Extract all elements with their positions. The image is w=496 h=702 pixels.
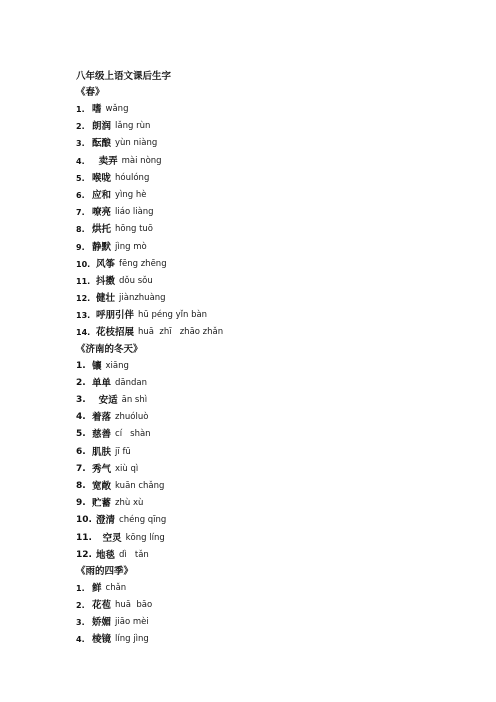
list-item — [76, 495, 476, 512]
item-word: 嗜 — [92, 104, 102, 115]
section-title-yu-de-siji: 《雨的四季》 — [76, 565, 134, 577]
item-number: 6. — [76, 190, 85, 200]
item-number: 6. — [76, 446, 86, 457]
item-word: 单单 — [92, 377, 112, 389]
item-word: 卖弄 — [92, 155, 118, 167]
item-word: 安适 — [92, 395, 118, 406]
item-pinyin: líng jìng — [115, 634, 149, 645]
item-number: 7. — [76, 208, 85, 218]
item-word: 花枝招展 — [96, 327, 135, 339]
item-pinyin: lǎng rùn — [115, 121, 151, 132]
list-item — [76, 256, 476, 273]
item-word: 镶 — [92, 360, 102, 372]
item-pinyin: yìng hè — [115, 189, 147, 200]
list-item — [76, 101, 476, 118]
item-number: 2. — [76, 122, 85, 132]
document-title: 八年级上语文课后生字 — [76, 71, 172, 82]
list-item — [76, 375, 476, 392]
item-number: 3. — [76, 139, 85, 149]
item-number: 9. — [76, 498, 86, 509]
item-number: 8. — [76, 225, 85, 235]
item-number: 4. — [76, 412, 86, 423]
item-number: 14. — [76, 328, 91, 338]
item-pinyin: huā zhī zhāo zhǎn — [138, 327, 224, 338]
item-word: 烘托 — [92, 224, 112, 236]
section-title-jinan: 《济南的冬天》 — [76, 343, 143, 355]
item-number: 1. — [76, 583, 85, 593]
list-item — [76, 221, 476, 238]
item-pinyin: cí shàn — [115, 429, 151, 440]
item-number: 9. — [76, 242, 85, 252]
list-item — [76, 153, 476, 170]
item-pinyin: mài nòng — [121, 155, 162, 166]
item-pinyin: kuān chǎng — [115, 480, 165, 491]
item-number: 4. — [76, 635, 85, 645]
item-pinyin: wǎng — [105, 104, 129, 114]
list-item — [76, 614, 476, 631]
section-title-chun: 《春》 — [76, 87, 105, 98]
list-item — [76, 547, 476, 564]
item-word: 风筝 — [96, 258, 116, 270]
list-item — [76, 426, 476, 443]
item-word: 呼朋引伴 — [96, 310, 135, 322]
item-pinyin: ān shì — [121, 395, 148, 405]
item-word: 鲜 — [92, 582, 102, 594]
document-page — [76, 69, 476, 649]
list-item — [76, 118, 476, 135]
item-number: 13. — [76, 311, 91, 321]
item-word: 肌肤 — [92, 446, 112, 458]
item-pinyin: zhuóluò — [115, 412, 149, 423]
list-item — [76, 580, 476, 597]
list-item — [76, 290, 476, 307]
list-item — [76, 392, 476, 409]
list-item — [76, 597, 476, 614]
list-item — [76, 170, 476, 187]
item-number: 1. — [76, 105, 85, 114]
item-word: 慈善 — [92, 429, 112, 441]
item-number: 12. — [76, 294, 91, 304]
item-pinyin: dǒu sǒu — [119, 275, 153, 286]
item-number: 5. — [76, 173, 85, 183]
list-item — [76, 273, 476, 290]
item-pinyin: hū péng yǐn bàn — [138, 310, 208, 321]
vocab-list-yu-de-siji — [76, 580, 476, 649]
list-item — [76, 135, 476, 152]
item-number: 5. — [76, 429, 86, 440]
list-item — [76, 444, 476, 461]
item-pinyin: kōng líng — [125, 532, 165, 543]
item-number: 1. — [76, 360, 86, 371]
list-item — [76, 307, 476, 324]
item-pinyin: huā bāo — [115, 600, 153, 611]
list-item — [76, 409, 476, 426]
item-pinyin: fēng zhēng — [119, 258, 167, 269]
item-word: 酝酿 — [92, 138, 112, 150]
item-word: 喉咙 — [92, 172, 112, 184]
item-pinyin: yùn niàng — [115, 138, 158, 149]
item-pinyin: jiāo mèi — [115, 617, 149, 628]
list-item — [76, 239, 476, 256]
item-pinyin: jī fū — [115, 446, 131, 457]
item-pinyin: xiù qì — [115, 463, 139, 474]
item-word: 朗润 — [92, 121, 112, 133]
item-pinyin: chǎn — [105, 582, 127, 593]
item-word: 花苞 — [92, 600, 112, 612]
list-item — [76, 631, 476, 648]
item-number: 3. — [76, 395, 86, 405]
item-number: 2. — [76, 377, 86, 388]
item-word: 秀气 — [92, 463, 112, 475]
item-pinyin: hōng tuō — [115, 224, 154, 235]
list-item — [76, 512, 476, 529]
item-word: 空灵 — [96, 532, 122, 544]
list-item — [76, 478, 476, 495]
item-word: 静默 — [92, 241, 112, 253]
item-number: 8. — [76, 480, 86, 491]
item-word: 宽敞 — [92, 480, 112, 492]
list-item — [76, 530, 476, 547]
list-item — [76, 461, 476, 478]
item-number: 7. — [76, 463, 86, 474]
vocab-list-chun — [76, 101, 476, 342]
item-pinyin: dì tǎn — [119, 549, 149, 560]
item-word: 地毯 — [96, 549, 116, 561]
list-item — [76, 204, 476, 221]
item-pinyin: xiāng — [105, 360, 129, 371]
item-pinyin: dāndan — [115, 377, 147, 388]
list-item — [76, 324, 476, 341]
item-pinyin: hóulóng — [115, 172, 150, 183]
item-word: 应和 — [92, 189, 112, 201]
item-number: 3. — [76, 618, 85, 628]
item-number: 10. — [76, 259, 91, 269]
item-number: 12. — [76, 549, 92, 560]
item-word: 娇媚 — [92, 617, 112, 629]
item-pinyin: liáo liàng — [115, 207, 154, 218]
item-word: 健壮 — [96, 293, 116, 305]
item-pinyin: zhù xù — [115, 498, 144, 509]
item-pinyin: chéng qīng — [119, 515, 167, 526]
item-number: 10. — [76, 515, 92, 526]
item-pinyin: jìng mò — [115, 241, 147, 252]
item-word: 嘹亮 — [92, 207, 112, 219]
item-word: 抖擞 — [96, 275, 116, 287]
item-pinyin: jiànzhuàng — [119, 293, 166, 304]
item-number: 4. — [76, 156, 85, 166]
item-word: 澄清 — [96, 515, 116, 527]
item-number: 2. — [76, 601, 85, 611]
item-number: 11. — [76, 276, 91, 286]
list-item — [76, 187, 476, 204]
item-number: 11. — [76, 532, 92, 543]
list-item — [76, 358, 476, 375]
item-word: 着落 — [92, 412, 112, 424]
item-word: 棱镜 — [92, 634, 112, 646]
vocab-list-jinan — [76, 358, 476, 564]
item-word: 贮蓄 — [92, 498, 112, 510]
